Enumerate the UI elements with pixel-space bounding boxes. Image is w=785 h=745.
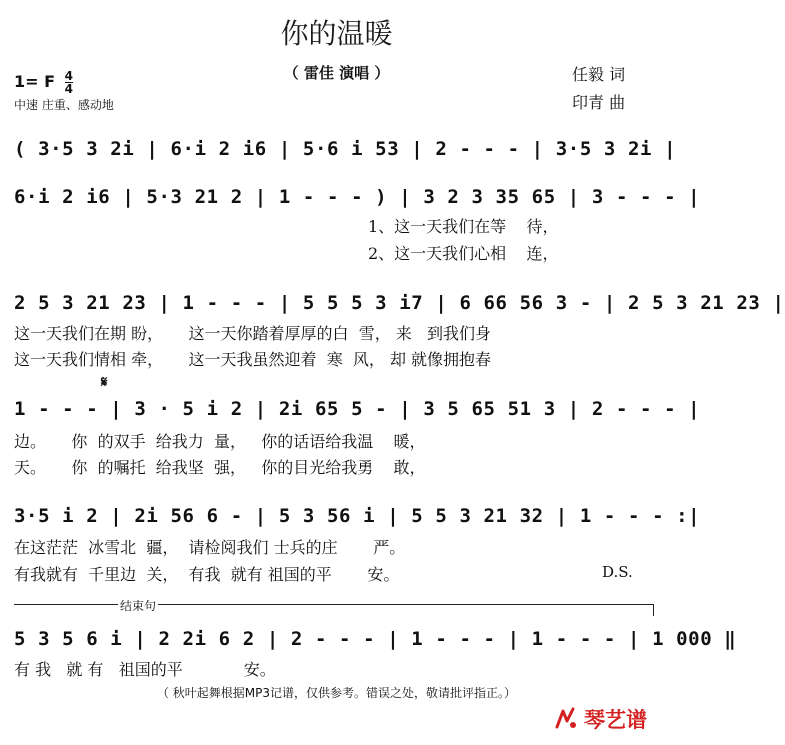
music-note-logo-icon — [553, 707, 581, 731]
time-top: 4 — [64, 69, 73, 83]
lyric-row-4-verse-1: 边。 你 的双手 给我力 量， 你的话语给我温 暖， — [14, 432, 426, 451]
ending-bracket-tick — [653, 604, 654, 616]
segno-sign: 𝄋 — [101, 373, 108, 391]
key-label: 1= F — [14, 72, 56, 91]
brand-logo — [553, 704, 647, 734]
notation-row-5: 3·5 i 2 | 2i 56 6 - | 5 3 56 i | 5 5 3 21 32 | 1 - - - :| — [14, 505, 701, 527]
song-title: 你的温暖 — [280, 17, 393, 50]
dal-segno-mark: D.S. — [602, 563, 633, 581]
tempo-marking: 中速 庄重、感动地 — [14, 98, 114, 112]
lyric-row-4-verse-2: 天。 你 的嘱托 给我坚 强， 你的目光给我勇 敢， — [14, 458, 426, 477]
lyric-row-2-verse-2: 2、这一天我们心相 连， — [368, 244, 559, 263]
notation-row-4: 1 - - - | 3 · 5 i 2 | 2i 65 5 - | 3 5 65 51 3 | 2 - - - | — [14, 398, 701, 420]
brand-name: 琴艺谱 — [584, 708, 647, 732]
notation-row-2: 6·i 2 i6 | 5·3 21 2 | 1 - - - ) | 3 2 3 35 65 | 3 - - - | — [14, 186, 701, 208]
lyric-row-3-verse-1: 这一天我们在期 盼， 这一天你踏着厚厚的白 雪， 来 到我们身 — [14, 324, 492, 343]
lyric-row-6: 有 我 就 有 祖国的平 安。 — [14, 660, 276, 679]
notation-row-3: 2 5 3 21 23 | 1 - - - | 5 5 5 3 i7 | 6 66 56 3 - | 2 5 3 21 23 | — [14, 292, 785, 314]
lyric-row-5-verse-1: 在这茫茫 冰雪北 疆， 请检阅我们 士兵的庄 严。 — [14, 538, 406, 557]
notation-row-1: ( 3·5 3 2i | 6·i 2 i6 | 5·6 i 53 | 2 - - - | 3·5 3 2i | — [14, 138, 677, 160]
ending-phrase-label: 结束句 — [120, 599, 157, 613]
composer-credit: 印青 曲 — [572, 93, 626, 112]
key-signature — [14, 70, 73, 95]
lyricist-credit: 任毅 词 — [572, 65, 626, 84]
transcription-note: （ 秋叶起舞根据MP3记谱，仅供参考。错误之处，敬请批评指正。） — [156, 686, 517, 700]
notation-row-6: 5 3 5 6 i | 2 2i 6 2 | 2 - - - | 1 - - - | 1 - - - | 1 000 ‖ — [14, 628, 737, 650]
lyric-row-5-verse-2: 有我就有 千里边 关， 有我 就有 祖国的平 安。 — [14, 565, 400, 584]
time-bottom: 4 — [64, 82, 73, 96]
lyric-row-2-verse-1: 1、这一天我们在等 待， — [368, 217, 559, 236]
lyric-row-3-verse-2: 这一天我们情相 牵， 这一天我虽然迎着 寒 风， 却 就像拥抱春 — [14, 350, 492, 369]
ending-bracket-line — [14, 604, 654, 605]
singer-credit: （ 雷佳 演唱 ） — [283, 64, 390, 82]
time-signature — [65, 70, 73, 95]
